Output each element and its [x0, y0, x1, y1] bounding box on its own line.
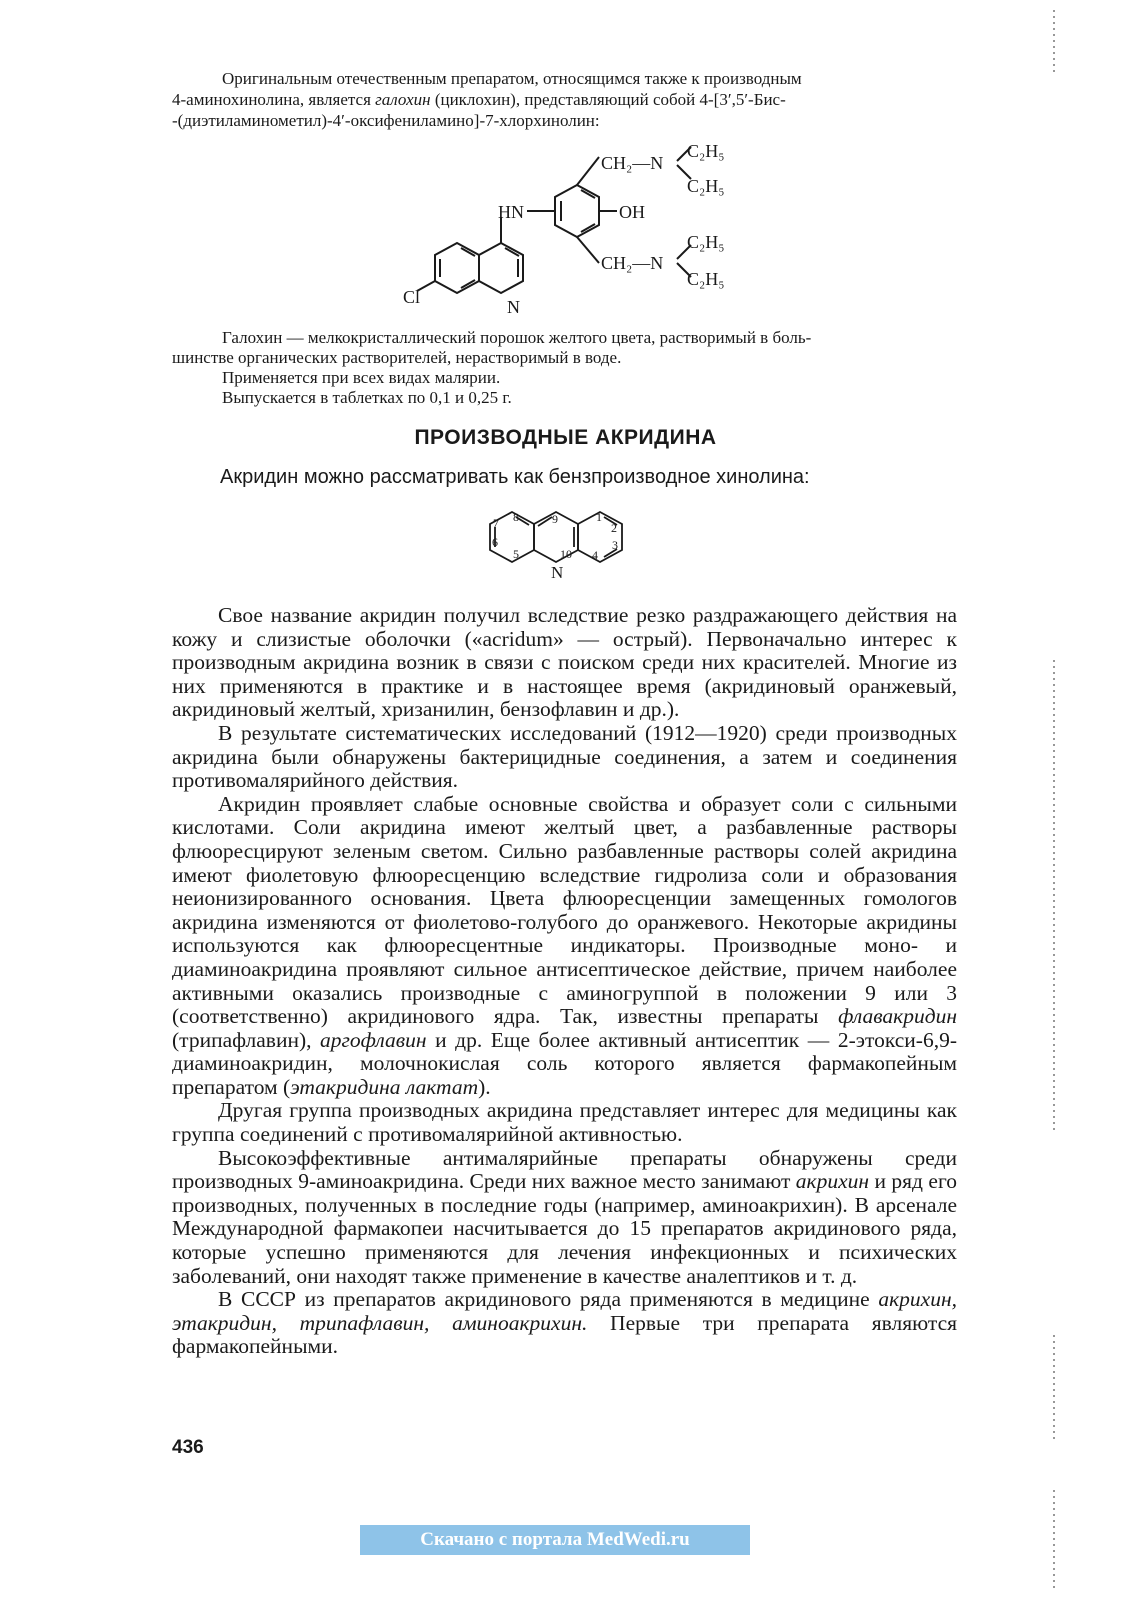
- section-heading: ПРОИЗВОДНЫЕ АКРИДИНА: [414, 426, 717, 449]
- ch2-n-top-label: CH₂—N: [601, 153, 664, 173]
- intro-line-3: -(диэтиламинометил)-4′-оксифениламино]-7-хлорхинолин:: [172, 111, 600, 130]
- drug-name-flavakridin: флавакридин: [838, 1004, 957, 1029]
- paragraph-text: (трипафлавин),: [172, 1027, 321, 1052]
- paragraph-text: и ряд его производных, полученных в последние годы (например, аминоакрихин). В арсенале Международной фармакопеи насчитывается до 15 препаратов акридинового ряда, которые успешно применяются для лечения инфекционных и психических заболеваний, они находят также применение в качестве аналептиков и т. д.: [172, 1169, 957, 1288]
- paragraph-4: Другая группа производных акридина представляет интерес для медицины как группа соединений с противомалярийной активностью.: [172, 1098, 957, 1147]
- position-1: 1: [596, 510, 602, 524]
- paragraph-text: и др. Еще более активный антисептик — 2-этокси-6,9-диаминоакридин, молочнокислая соль которого является фармакопейным препаратом (: [172, 1027, 957, 1099]
- position-5: 5: [513, 547, 519, 561]
- main-text: [172, 604, 957, 1359]
- paragraph-text: В СССР из препаратов акридинового ряда применяются в медицине: [218, 1287, 879, 1312]
- ch2-n-bottom-label: CH₂—N: [601, 253, 664, 273]
- drug-name-etakridin: этакридина лактат: [290, 1074, 479, 1099]
- drug-name-argoflavin: аргофлавин: [320, 1027, 427, 1052]
- drug-names-list: акрихин, этакридин, трипафлавин, аминоакрихин.: [172, 1287, 957, 1335]
- position-6: 6: [492, 535, 498, 549]
- halokhin-description: [172, 328, 962, 408]
- oh-label: OH: [619, 202, 645, 222]
- paragraph-text: Высокоэффективные антималярийные препараты обнаружены среди производных 9-аминоакридина. Среди них важное место занимают: [172, 1145, 957, 1194]
- description-line-1: Галохин — мелкокристаллический порошок желтого цвета, растворимый в боль-: [222, 328, 812, 347]
- drug-name-halokhin: галохин: [375, 90, 431, 109]
- paragraph-text: Акридин проявляет слабые основные свойства и образует соли с сильными кислотами. Соли акридина имеют желтый цвет, а разбавленные растворы флюоресцируют зеленым светом. Сильно разбавленные растворы солей акридина имеют фиолетовую флюоресценцию вследствие гидролиза соли и образования неионизированного основания. Цвета флюоресценции замещенных гомологов акридина изменяются от фиолетово-голубого до оранжевого. Некоторые акридины используются как флюоресцентные индикаторы. Производные моно- и диаминоакридина проявляют сильное антисептическое действие, причем наиболее активными оказались производные с аминогруппой в положении 9 или 3 (соответственно) акридинового ядра. Так, известны препараты: [172, 791, 957, 1029]
- paragraph-text: Первые три препарата являются фармакопейными.: [172, 1310, 957, 1359]
- paragraph-2: В результате систематических исследований (1912—1920) среди производных акридина были обнаружены бактерицидные соединения, а затем и соединения противомалярийного действия.: [172, 720, 957, 793]
- halokhin-structure: [395, 135, 745, 320]
- description-line-2: шинстве органических растворителей, нерастворимый в воде.: [172, 348, 622, 367]
- ethyl-label-3: C₂H₅: [687, 232, 725, 252]
- position-4: 4: [592, 548, 598, 562]
- paragraph-6: [172, 1288, 957, 1359]
- quinoline-n-label: N: [507, 297, 520, 317]
- paragraph-text: ).: [478, 1074, 491, 1099]
- ethyl-label-1: C₂H₅: [687, 141, 725, 161]
- scan-edge-marks: [1049, 0, 1059, 1600]
- intro-paragraph: [172, 68, 962, 131]
- position-8: 8: [513, 510, 519, 524]
- page-number: 436: [172, 1437, 204, 1458]
- drug-name-akrikhin: акрихин: [795, 1169, 870, 1194]
- position-9: 9: [552, 512, 558, 526]
- ethyl-label-4: C₂H₅: [687, 269, 725, 289]
- cl-label: Cl: [403, 287, 421, 307]
- position-2: 2: [611, 521, 617, 535]
- position-7: 7: [493, 516, 499, 530]
- description-line-3: Применяется при всех видах малярии.: [222, 368, 501, 387]
- position-3: 3: [612, 538, 618, 552]
- acridine-structure: [478, 500, 668, 585]
- paragraph-3: [172, 793, 957, 1100]
- download-banner[interactable]: Скачано с портала MedWedi.ru: [360, 1525, 750, 1555]
- intro-text: 4-аминохинолина, является: [172, 90, 376, 109]
- acridine-n-label: N: [551, 563, 564, 582]
- position-10: 10: [560, 547, 572, 561]
- intro-text: (циклохин), представляющий собой 4-[3′,5′-Бис-: [430, 90, 786, 109]
- section-subheading: Акридин можно рассматривать как бензпроизводное хинолина:: [220, 466, 810, 488]
- ethyl-label-2: C₂H₅: [687, 176, 725, 196]
- description-line-4: Выпускается в таблетках по 0,1 и 0,25 г.: [222, 388, 512, 407]
- hn-label: HN: [498, 202, 524, 222]
- intro-line-2: [172, 89, 962, 110]
- paragraph-5: [172, 1147, 957, 1289]
- paragraph-1: Свое название акридин получил вследствие резко раздражающего действия на кожу и слизистые оболочки («acridum» — острый). Первоначально интерес к производным акридина возник в связи с поиском среди них красителей. Многие из них применяются в практике и в настоящее время (акридиновый оранжевый, акридиновый желтый, хризанилин, бензофлавин и др.).: [172, 603, 957, 722]
- intro-line-1: Оригинальным отечественным препаратом, относящимся также к производным: [222, 69, 802, 88]
